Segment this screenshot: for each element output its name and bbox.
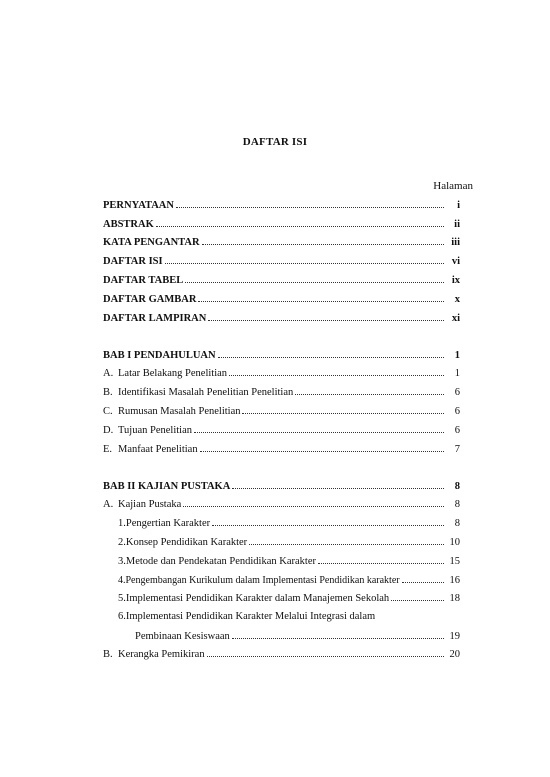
toc-entry-page: 20 — [449, 649, 460, 660]
toc-entry-tujuan-penelitian[interactable] — [103, 421, 460, 437]
toc-entry-implementasi-manajemen[interactable] — [118, 589, 460, 605]
toc-entry-page: 8 — [454, 518, 460, 529]
toc-entry-page: i — [457, 200, 460, 211]
leader-dots — [318, 552, 444, 564]
toc-entry-label: Kerangka Pemikiran — [118, 649, 205, 660]
leader-dots — [208, 309, 444, 321]
toc-entry-manfaat-penelitian[interactable] — [103, 440, 460, 456]
leader-dots — [249, 533, 444, 545]
toc-entry-label: BAB I PENDAHULUAN — [103, 350, 216, 361]
toc-entry-label: 1.Pengertian Karakter — [118, 518, 211, 529]
leader-dots — [212, 514, 444, 526]
leader-dots — [218, 346, 444, 358]
toc-entry-label: Manfaat Penelitian — [118, 444, 198, 455]
toc-entry-label: BAB II KAJIAN PUSTAKA — [103, 481, 231, 492]
toc-entry-page: 6 — [454, 425, 460, 436]
toc-entry-bab-1[interactable] — [103, 346, 460, 362]
leader-dots — [207, 645, 444, 657]
leader-dots — [156, 215, 444, 227]
leader-dots — [232, 627, 444, 639]
toc-entry-label: Kajian Pustaka — [118, 499, 182, 510]
toc-entry-page: xi — [451, 313, 460, 324]
toc-entry-marker: B. — [103, 387, 113, 398]
leader-dots — [183, 495, 444, 507]
toc-entry-page: 10 — [449, 537, 460, 548]
toc-entry-marker: D. — [103, 425, 114, 436]
leader-dots — [242, 402, 444, 414]
toc-entry-latar-belakang[interactable] — [103, 364, 460, 380]
toc-entry-page: 6 — [454, 406, 460, 417]
toc-entry-label: Identifikasi Masalah Penelitian Penelitian — [118, 387, 294, 398]
toc-entry-page: x — [454, 294, 460, 305]
toc-entry-page: 1 — [454, 368, 460, 379]
toc-entry-label: 2.Konsep Pendidikan Karakter — [118, 537, 248, 548]
toc-entry-page: 8 — [454, 481, 460, 492]
toc-entry-daftar-gambar[interactable] — [103, 290, 460, 306]
toc-entry-marker: A. — [103, 499, 114, 510]
toc-entry-label: DAFTAR LAMPIRAN — [103, 313, 207, 324]
toc-entry-label: Rumusan Masalah Penelitian — [118, 406, 241, 417]
toc-entry-metode-pendekatan[interactable] — [118, 552, 460, 568]
toc-entry-daftar-isi[interactable] — [103, 252, 460, 268]
toc-entry-rumusan-masalah[interactable] — [103, 402, 460, 418]
toc-entry-abstrak[interactable] — [103, 215, 460, 231]
toc-entry-kata-pengantar[interactable] — [103, 233, 460, 249]
toc-entry-implementasi-integrasi[interactable] — [118, 608, 460, 624]
toc-entry-label: 5.Implementasi Pendidikan Karakter dalam Manajemen Sekolah — [118, 593, 390, 604]
toc-entry-page: 7 — [454, 444, 460, 455]
toc-entry-page: iii — [451, 237, 460, 248]
toc-entry-label: Latar Belakang Penelitian — [118, 368, 228, 379]
toc-entry-marker: A. — [103, 368, 114, 379]
leader-dots — [402, 571, 444, 583]
leader-dots — [202, 233, 444, 245]
leader-dots — [176, 196, 444, 208]
toc-entry-marker: B. — [103, 649, 113, 660]
toc-entry-marker: C. — [103, 406, 113, 417]
leader-dots — [165, 252, 444, 264]
toc-entry-page: 15 — [449, 556, 460, 567]
toc-entry-page: 8 — [454, 499, 460, 510]
toc-entry-daftar-lampiran[interactable] — [103, 309, 460, 325]
toc-entry-label: PERNYATAAN — [103, 200, 174, 211]
toc-entry-page: 19 — [449, 631, 460, 642]
toc-entry-pengembangan-kurikulum[interactable] — [118, 571, 460, 587]
toc-entry-page: ii — [454, 219, 460, 230]
toc-entry-kerangka-pemikiran[interactable] — [103, 645, 460, 661]
toc-entry-konsep-pendidikan[interactable] — [118, 533, 460, 549]
toc-entry-label: 6.Implementasi Pendidikan Karakter Melalui Integrasi dalam — [118, 611, 376, 622]
toc-entry-pernyataan[interactable] — [103, 196, 460, 212]
leader-dots — [185, 271, 444, 283]
toc-entry-label: Pembinaan Kesiswaan — [135, 631, 230, 642]
toc-entry-pembinaan-kesiswaan[interactable] — [135, 627, 460, 643]
toc-entry-label: ABSTRAK — [103, 219, 154, 230]
toc-entry-label: 4.Pengembangan Kurikulum dalam Implementasi Pendidikan karakter — [118, 575, 400, 586]
toc-entry-label: Tujuan Penelitian — [118, 425, 192, 436]
toc-entry-daftar-tabel[interactable] — [103, 271, 460, 287]
toc-entry-page: vi — [451, 256, 460, 267]
toc-entry-page: 6 — [454, 387, 460, 398]
leader-spacer — [377, 608, 444, 619]
page-title: DAFTAR ISI — [242, 136, 308, 148]
leader-dots — [232, 477, 444, 489]
leader-dots — [198, 290, 444, 302]
toc-entry-kajian-pustaka[interactable] — [103, 495, 460, 511]
toc-entry-pengertian-karakter[interactable] — [118, 514, 460, 530]
leader-dots — [229, 364, 444, 376]
page-column-header: Halaman — [433, 180, 473, 192]
toc-entry-label: KATA PENGANTAR — [103, 237, 200, 248]
toc-entry-page: ix — [451, 275, 460, 286]
toc-entry-identifikasi-masalah[interactable] — [103, 383, 460, 399]
leader-dots — [200, 440, 444, 452]
toc-entry-page: 18 — [449, 593, 460, 604]
toc-entry-bab-2[interactable] — [103, 477, 460, 493]
toc-entry-label: DAFTAR GAMBAR — [103, 294, 197, 305]
leader-dots — [391, 589, 444, 601]
leader-dots — [295, 383, 444, 395]
toc-entry-label: DAFTAR ISI — [103, 256, 163, 267]
toc-entry-label: DAFTAR TABEL — [103, 275, 184, 286]
toc-entry-marker: E. — [103, 444, 113, 455]
toc-entry-page: 1 — [454, 350, 460, 361]
toc-entry-label: 3.Metode dan Pendekatan Pendidikan Karakter — [118, 556, 316, 567]
toc-entry-page: 16 — [449, 575, 460, 586]
leader-dots — [194, 421, 444, 433]
